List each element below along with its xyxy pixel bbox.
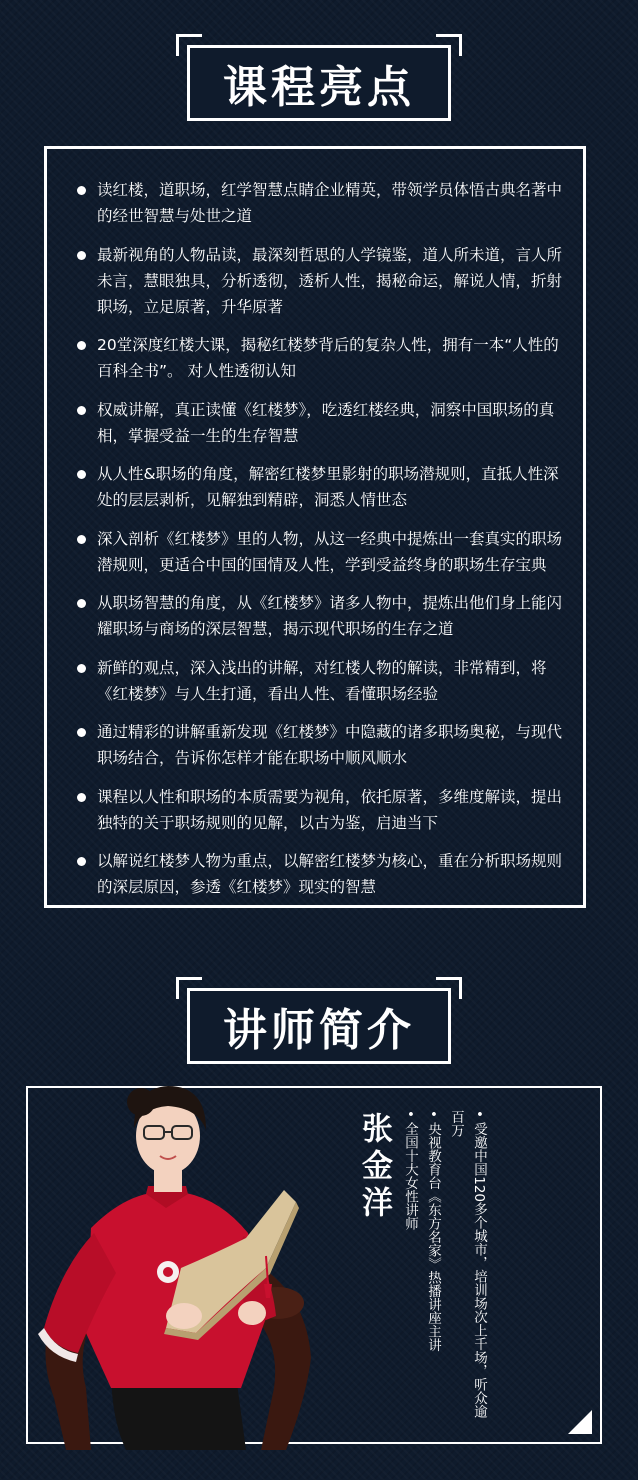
- list-item: [77, 177, 567, 229]
- list-item: [77, 719, 567, 771]
- credential-line: • 受邀中国120多个城市，培训场次上千场，听众逾百万: [448, 1110, 487, 1419]
- list-item: [77, 526, 567, 578]
- list-item: [77, 242, 567, 320]
- list-item-text: 从职场智慧的角度，从《红楼梦》诸多人物中，提炼出他们身上能闪耀职场与商场的深层智慧，揭示现代职场的生存之道: [97, 594, 563, 638]
- credential-line: • 央视教育台《东方名家》热播讲座主讲: [425, 1110, 441, 1352]
- list-item-text: 通过精彩的讲解重新发现《红楼梦》中隐藏的诸多职场奥秘，与现代职场结合，告诉你怎样才能在职场中顺风顺水: [97, 723, 563, 767]
- list-item-text: 深入剖析《红楼梦》里的人物，从这一经典中提炼出一套真实的职场潜规则，更适合中国的国情及人性，学到受益终身的职场生存宝典: [97, 529, 563, 574]
- bullet-icon: [77, 599, 86, 608]
- list-item: [77, 461, 567, 513]
- list-item: [77, 397, 567, 449]
- highlights-list: [77, 177, 567, 900]
- list-item-text: 以解说红楼梦人物为重点，以解密红楼梦为核心，重在分析职场规则的深层原因，参透《红楼梦》现实的智慧: [97, 852, 563, 896]
- highlights-title: 课程亮点: [223, 62, 415, 113]
- list-item: [77, 655, 567, 707]
- list-item-text: 20堂深度红楼大课，揭秘红楼梦背后的复杂人性，拥有一本“人性的百科全书”。 对人性透彻认知: [97, 336, 559, 380]
- credential-line: • 全国十大女性讲师: [402, 1110, 418, 1231]
- instructor-title: 讲师简介: [223, 1005, 415, 1056]
- instructor-name: 张金洋: [356, 1112, 392, 1223]
- corner-triangle-icon: [568, 1410, 592, 1434]
- highlights-heading: [176, 34, 462, 132]
- list-item: [77, 848, 567, 900]
- list-item-text: 最新视角的人物品读，最深刻哲思的人学镜鉴，道人所未道，言人所未言，慧眼独具，分析透彻，透析人性，揭秘命运，解说人情，折射职场，立足原著，升华原著: [97, 245, 563, 316]
- bullet-icon: [77, 535, 86, 544]
- list-item-text: 课程以人性和职场的本质需要为视角，依托原著，多维度解读，提出独特的关于职场规则的见解，以古为鉴，启迪当下: [97, 787, 563, 832]
- highlights-panel: [44, 146, 586, 908]
- list-item: [77, 590, 567, 642]
- bullet-icon: [77, 186, 86, 195]
- instructor-credentials: [398, 1110, 490, 1430]
- list-item-text: 从人性&职场的角度，解密红楼梦里影射的职场潜规则，直抵人性深处的层层剥析，见解独到精辟，洞悉人情世态: [97, 465, 559, 509]
- highlights-title-box: [187, 45, 451, 121]
- bullet-icon: [77, 857, 86, 866]
- bullet-icon: [77, 793, 86, 802]
- instructor-title-box: [187, 988, 451, 1064]
- bullet-icon: [77, 406, 86, 415]
- instructor-photo: [16, 1058, 340, 1450]
- bullet-icon: [77, 341, 86, 350]
- list-item-text: 读红楼，道职场，红学智慧点睛企业精英，带领学员体悟古典名著中的经世智慧与处世之道: [97, 181, 563, 225]
- bullet-icon: [77, 470, 86, 479]
- bullet-icon: [77, 728, 86, 737]
- bullet-icon: [77, 251, 86, 260]
- list-item-text: 新鲜的观点，深入浅出的讲解，对红楼人物的解读，非常精到，将《红楼梦》与人生打通，看出人性、看懂职场经验: [97, 658, 547, 703]
- bullet-icon: [77, 664, 86, 673]
- list-item-text: 权威讲解，真正读懂《红楼梦》，吃透红楼经典，洞察中国职场的真相，掌握受益一生的生存智慧: [97, 400, 555, 445]
- list-item: [77, 332, 567, 384]
- list-item: [77, 784, 567, 836]
